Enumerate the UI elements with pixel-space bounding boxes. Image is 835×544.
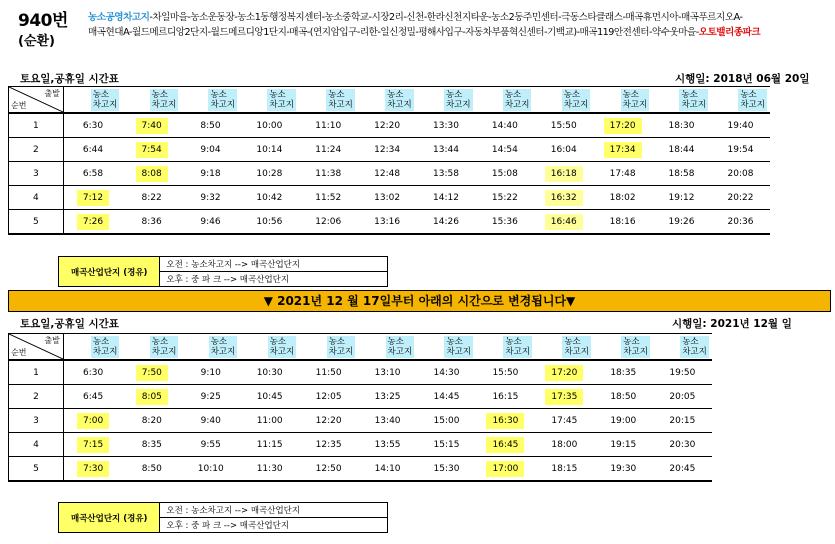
departure-time: 18:02 xyxy=(593,186,652,210)
departure-time: 7:00 xyxy=(63,409,122,433)
departure-time: 12:20 xyxy=(299,409,358,433)
departure-time: 20:05 xyxy=(653,385,712,409)
departure-time: 7:50 xyxy=(122,360,181,385)
departure-time: 10:56 xyxy=(240,210,299,235)
depot-header: 농소 차고지 xyxy=(504,89,530,110)
departure-time: 7:40 xyxy=(122,113,181,138)
depot-header: 농소 차고지 xyxy=(623,336,648,357)
table2-title: 토요일,공휴일 시간표 xyxy=(20,318,119,330)
departure-time: 18:30 xyxy=(652,113,711,138)
table-row xyxy=(9,210,771,235)
depot-header: 농소 차고지 xyxy=(387,89,412,110)
departure-time: 18:15 xyxy=(535,457,594,482)
departure-time: 11:00 xyxy=(240,409,299,433)
departure-time: 10:30 xyxy=(240,360,299,385)
departure-time: 19:30 xyxy=(594,457,653,482)
departure-time: 15:15 xyxy=(417,433,476,457)
departure-time: 17:34 xyxy=(593,138,652,162)
departure-time: 20:30 xyxy=(653,433,712,457)
departure-time: 7:12 xyxy=(63,186,122,210)
departure-time: 17:45 xyxy=(535,409,594,433)
departure-time: 14:26 xyxy=(417,210,476,235)
departure-time: 17:20 xyxy=(593,113,652,138)
note-pm: 오후 : 중 파 크 --> 매곡산업단지 xyxy=(160,272,388,287)
departure-time: 14:10 xyxy=(358,457,417,482)
table-row xyxy=(9,162,771,186)
departure-time: 19:54 xyxy=(711,138,770,162)
departure-time: 12:34 xyxy=(358,138,417,162)
sequence-number: 3 xyxy=(9,162,64,186)
departure-time: 13:16 xyxy=(358,210,417,235)
sequence-number: 1 xyxy=(9,360,64,385)
departure-time: 17:35 xyxy=(535,385,594,409)
depot-header: 농소 차고지 xyxy=(269,336,295,357)
departure-time: 20:22 xyxy=(711,186,770,210)
departure-time: 10:14 xyxy=(240,138,299,162)
departure-time: 16:30 xyxy=(476,409,535,433)
table2-effective-date: 시행일: 2021년 12월 일 xyxy=(672,318,792,330)
table-row xyxy=(9,113,771,138)
table1-title: 토요일,공휴일 시간표 xyxy=(20,73,119,85)
departure-time: 10:28 xyxy=(240,162,299,186)
departure-time: 14:54 xyxy=(475,138,534,162)
depot-header: 농소 차고지 xyxy=(564,336,589,357)
departure-time: 16:32 xyxy=(534,186,593,210)
departure-time: 9:55 xyxy=(181,433,240,457)
departure-time: 15:50 xyxy=(534,113,593,138)
departure-time: 15:30 xyxy=(417,457,476,482)
start-stop: 농소공영차고지 xyxy=(88,12,150,23)
departure-time: 11:10 xyxy=(299,113,358,138)
departure-time: 6:30 xyxy=(63,360,122,385)
depot-header: 농소 차고지 xyxy=(151,336,177,357)
depot-header: 농소 차고지 xyxy=(505,336,531,357)
departure-time: 9:25 xyxy=(181,385,240,409)
depot-header: 농소 차고지 xyxy=(387,336,413,357)
table-row xyxy=(9,409,713,433)
depot-header: 농소 차고지 xyxy=(445,89,471,110)
departure-time: 12:20 xyxy=(358,113,417,138)
departure-time: 9:32 xyxy=(181,186,240,210)
departure-time: 6:45 xyxy=(63,385,122,409)
departure-time: 12:35 xyxy=(299,433,358,457)
departure-time: 12:48 xyxy=(358,162,417,186)
departure-time: 9:04 xyxy=(181,138,240,162)
sequence-number: 5 xyxy=(9,210,64,235)
timetable-2018 xyxy=(8,86,770,235)
departure-time: 13:55 xyxy=(358,433,417,457)
departure-time: 13:25 xyxy=(358,385,417,409)
departure-time: 13:44 xyxy=(417,138,476,162)
departure-time: 12:05 xyxy=(299,385,358,409)
departure-time: 19:50 xyxy=(653,360,712,385)
departure-time: 11:15 xyxy=(240,433,299,457)
departure-time: 18:44 xyxy=(652,138,711,162)
sequence-number: 1 xyxy=(9,113,64,138)
departure-time: 15:36 xyxy=(475,210,534,235)
departure-time: 20:45 xyxy=(653,457,712,482)
stops-line2: 매곡현대A-월드메르디앙2단지-월드메르디앙1단지-매곡-(연지암입구-리한-일신정밀-평해사입구-자동차부품혁신센터-기백교)-매곡119안전센터-약수웃마을- xyxy=(88,27,699,38)
departure-time: 13:02 xyxy=(358,186,417,210)
sequence-number: 3 xyxy=(9,409,64,433)
depot-header: 농소 차고지 xyxy=(328,336,354,357)
table-row xyxy=(9,457,713,482)
departure-time: 18:50 xyxy=(594,385,653,409)
table1-effective-date: 시행일: 2018년 06월 20일 xyxy=(675,73,810,85)
departure-time: 14:12 xyxy=(417,186,476,210)
departure-time: 19:26 xyxy=(652,210,711,235)
departure-time: 11:38 xyxy=(299,162,358,186)
departure-time: 15:22 xyxy=(475,186,534,210)
departure-time: 8:35 xyxy=(122,433,181,457)
departure-time: 8:50 xyxy=(122,457,181,482)
departure-time: 8:22 xyxy=(122,186,181,210)
depot-header: 농소 차고지 xyxy=(210,336,236,357)
departure-time: 8:50 xyxy=(181,113,240,138)
departure-time: 14:40 xyxy=(475,113,534,138)
sequence-number: 4 xyxy=(9,186,64,210)
timetable-2021 xyxy=(8,333,712,482)
stops-line1: -차일마을-농소운동장-농소1동행정복지센터-농소중학교-시장2리-신천-한라신천지타운-농소2동주민센터-극동스타클래스-매곡휴먼시아-매곡푸르지오A- xyxy=(149,12,743,23)
departure-time: 15:08 xyxy=(475,162,534,186)
departure-time: 7:30 xyxy=(63,457,122,482)
end-stop: 오토밸리종파크 xyxy=(698,27,761,38)
departure-time: 15:50 xyxy=(476,360,535,385)
departure-time: 8:36 xyxy=(122,210,181,235)
sequence-number: 5 xyxy=(9,457,64,482)
departure-time: 18:58 xyxy=(652,162,711,186)
departure-time: 18:35 xyxy=(594,360,653,385)
table-row xyxy=(9,138,771,162)
departure-time: 6:30 xyxy=(63,113,122,138)
departure-time: 16:18 xyxy=(534,162,593,186)
departure-time: 16:04 xyxy=(534,138,593,162)
route-number: 940번 xyxy=(18,11,68,31)
change-notice-banner: ▼ 2021년 12 월 17일부터 아래의 시간으로 변경됩니다▼ xyxy=(8,290,831,312)
departure-time: 9:18 xyxy=(181,162,240,186)
depot-header: 농소 차고지 xyxy=(740,89,765,110)
departure-time: 6:58 xyxy=(63,162,122,186)
departure-time: 19:15 xyxy=(594,433,653,457)
departure-time: 19:40 xyxy=(711,113,770,138)
departure-time: 11:50 xyxy=(299,360,358,385)
departure-time: 11:52 xyxy=(299,186,358,210)
departure-time: 13:10 xyxy=(358,360,417,385)
departure-time: 9:10 xyxy=(181,360,240,385)
depot-header: 농소 차고지 xyxy=(682,336,707,357)
corner-cell: 출발 순번 xyxy=(9,334,64,361)
sequence-number: 2 xyxy=(9,385,64,409)
departure-time: 10:10 xyxy=(181,457,240,482)
departure-time: 7:26 xyxy=(63,210,122,235)
note-label: 매곡산업단지 (경유) xyxy=(59,503,160,533)
departure-time: 16:45 xyxy=(476,433,535,457)
note-pm: 오후 : 중 파 크 --> 매곡산업단지 xyxy=(160,518,388,533)
depot-header: 농소 차고지 xyxy=(622,89,648,110)
departure-time: 10:45 xyxy=(240,385,299,409)
depot-header: 농소 차고지 xyxy=(446,336,472,357)
departure-time: 13:30 xyxy=(417,113,476,138)
route-stops xyxy=(88,10,828,40)
departure-time: 12:06 xyxy=(299,210,358,235)
route-type: (순환) xyxy=(18,34,55,49)
departure-time: 20:36 xyxy=(711,210,770,235)
departure-time: 9:46 xyxy=(181,210,240,235)
sequence-number: 2 xyxy=(9,138,64,162)
departure-time: 11:30 xyxy=(240,457,299,482)
departure-time: 17:48 xyxy=(593,162,652,186)
depot-header: 농소 차고지 xyxy=(681,89,707,110)
table-row xyxy=(9,186,771,210)
departure-time: 13:40 xyxy=(358,409,417,433)
departure-time: 19:12 xyxy=(652,186,711,210)
depot-header: 농소 차고지 xyxy=(269,89,294,110)
departure-time: 17:20 xyxy=(535,360,594,385)
departure-time: 18:00 xyxy=(535,433,594,457)
departure-time: 14:45 xyxy=(417,385,476,409)
departure-time: 9:40 xyxy=(181,409,240,433)
departure-time: 6:44 xyxy=(63,138,122,162)
departure-time: 10:42 xyxy=(240,186,299,210)
departure-time: 8:20 xyxy=(122,409,181,433)
departure-time: 10:00 xyxy=(240,113,299,138)
departure-time: 16:15 xyxy=(476,385,535,409)
industrial-note-1 xyxy=(58,256,388,287)
departure-time: 12:50 xyxy=(299,457,358,482)
departure-time: 7:54 xyxy=(122,138,181,162)
sequence-number: 4 xyxy=(9,433,64,457)
table-row xyxy=(9,433,713,457)
industrial-note-2 xyxy=(58,502,388,533)
departure-time: 20:15 xyxy=(653,409,712,433)
depot-header: 농소 차고지 xyxy=(151,89,177,110)
departure-time: 19:00 xyxy=(594,409,653,433)
depot-header: 농소 차고지 xyxy=(92,89,118,110)
departure-time: 18:16 xyxy=(593,210,652,235)
depot-header: 농소 차고지 xyxy=(563,89,589,110)
departure-time: 14:30 xyxy=(417,360,476,385)
departure-time: 8:05 xyxy=(122,385,181,409)
departure-time: 17:00 xyxy=(476,457,535,482)
departure-time: 7:15 xyxy=(63,433,122,457)
corner-cell: 출발 순번 xyxy=(9,87,64,114)
note-am: 오전 : 농소차고지 --> 매곡산업단지 xyxy=(160,503,388,518)
departure-time: 20:08 xyxy=(711,162,770,186)
depot-header: 농소 차고지 xyxy=(92,336,118,357)
note-label: 매곡산업단지 (경유) xyxy=(59,257,160,287)
depot-header: 농소 차고지 xyxy=(210,89,236,110)
departure-time: 8:08 xyxy=(122,162,181,186)
depot-header: 농소 차고지 xyxy=(328,89,353,110)
departure-time: 11:24 xyxy=(299,138,358,162)
table-row xyxy=(9,360,713,385)
table-row xyxy=(9,385,713,409)
note-am: 오전 : 농소차고지 --> 매곡산업단지 xyxy=(160,257,388,272)
departure-time: 15:00 xyxy=(417,409,476,433)
departure-time: 13:58 xyxy=(417,162,476,186)
departure-time: 16:46 xyxy=(534,210,593,235)
